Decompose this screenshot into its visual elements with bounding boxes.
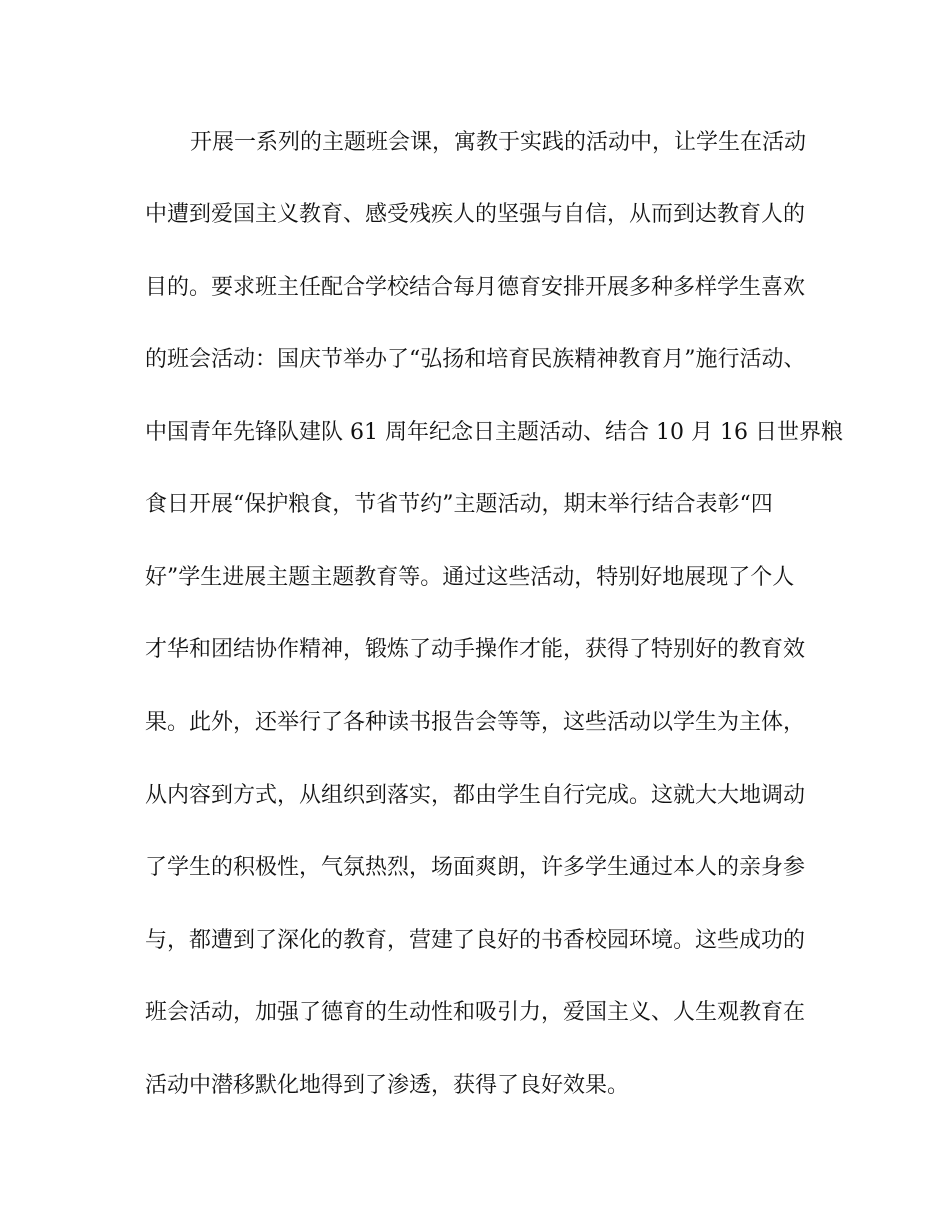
paragraph-line-11: 了学生的积极性，气氛热烈，场面爽朗，许多学生通过本人的亲身参	[145, 855, 806, 880]
paragraph-line-9: 果。此外，还举行了各种读书报告会等等，这些活动以学生为主体，	[145, 710, 806, 735]
paragraph-line-6: 食日开展“保护粮食，节省节约”主题活动，期末举行结合表彰“四	[145, 492, 773, 517]
paragraph-line-14: 活动中潜移默化地得到了渗透，获得了良好效果。	[145, 1073, 630, 1098]
paragraph-line-12: 与，都遭到了深化的教育，营建了良好的书香校园环境。这些成功的	[145, 928, 806, 953]
paragraph-line-1: 开展一系列的主题班会课，寓教于实践的活动中，让学生在活动	[190, 130, 807, 155]
paragraph-line-2: 中遭到爱国主义教育、感受残疾人的坚强与自信，从而到达教育人的	[145, 202, 806, 227]
paragraph-line-8: 才华和团结协作精神，锻炼了动手操作才能，获得了特别好的教育效	[145, 637, 806, 662]
paragraph-line-4: 的班会活动：国庆节举办了“弘扬和培育民族精神教育月”施行活动、	[145, 347, 806, 372]
paragraph-line-7: 好”学生进展主题主题教育等。通过这些活动，特别好地展现了个人	[145, 565, 795, 590]
paragraph-line-10: 从内容到方式，从组织到落实，都由学生自行完成。这就大大地调动	[145, 783, 806, 808]
paragraph-line-13: 班会活动，加强了德育的生动性和吸引力，爱国主义、人生观教育在	[145, 1000, 806, 1025]
paragraph-line-5: 中国青年先锋队建队 61 周年纪念日主题活动、结合 10 月 16 日世界粮	[145, 420, 843, 445]
paragraph-line-3: 目的。要求班主任配合学校结合每月德育安排开展多种多样学生喜欢	[145, 275, 806, 300]
